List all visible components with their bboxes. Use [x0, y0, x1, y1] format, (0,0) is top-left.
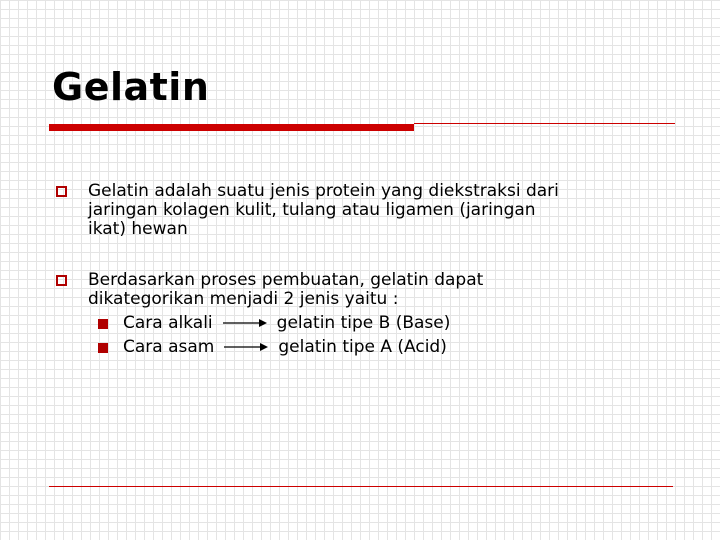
sub-item-asam: [98, 338, 447, 357]
bullet-1-text: [88, 182, 668, 239]
bullet-1-line-3: ikat) hewan: [88, 219, 188, 239]
title-underline-line: [414, 123, 675, 124]
bottom-rule: [49, 486, 673, 487]
sub-item-result: gelatin tipe A (Acid): [278, 337, 447, 357]
sub-item-method: Cara alkali: [123, 313, 213, 333]
bullet-hollow-square-icon: [56, 186, 67, 197]
right-arrow-icon: [224, 338, 268, 357]
bullet-2-line-1: Berdasarkan proses pembuatan, gelatin dapat: [88, 270, 484, 290]
title-underline-bar: [49, 124, 414, 131]
bullet-1-line-1: Gelatin adalah suatu jenis protein yang diekstraksi dari: [88, 181, 559, 201]
sub-item-result: gelatin tipe B (Base): [276, 313, 451, 333]
bullet-hollow-square-icon: [56, 275, 67, 286]
bullet-2-text: [88, 271, 668, 309]
sub-item-method: Cara asam: [123, 337, 215, 357]
sub-item-alkali: [98, 314, 450, 333]
bullet-1-line-2: jaringan kolagen kulit, tulang atau ligamen (jaringan: [88, 200, 536, 220]
filled-square-bullet-icon: [98, 343, 108, 353]
right-arrow-icon: [223, 314, 267, 333]
slide-title: Gelatin: [52, 65, 210, 109]
filled-square-bullet-icon: [98, 319, 108, 329]
bullet-2-line-2: dikategorikan menjadi 2 jenis yaitu :: [88, 289, 399, 309]
